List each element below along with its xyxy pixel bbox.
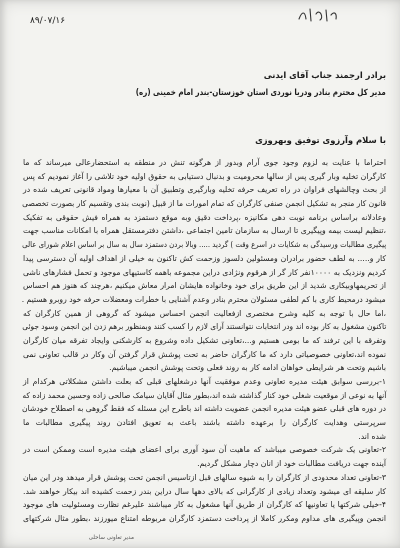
text-line-content: وعادلانه براساس برنامه نوبت دهی مکانیزه ،پرداخت دقیق وبه موقع دستمزد به همراه فیش حقوقی به تفکیک: [23, 212, 386, 222]
text-line: [22, 320, 386, 334]
text-line-content: سرپرستی وهدایت کارگران را برعهده داشته باشند باعث به تعویق افتادن روند پیگیری مطالبات ما: [23, 418, 386, 428]
text-line-content: ۱-بررسی سوابق هیئت مدیره تعاونی وعدم موفقیت آنها درشغلهای قبلی که بعلت داشتن مشکلاتی هرکدام از: [23, 377, 386, 386]
text-line-content: پیگیری مطالبات ورسیدگی به شکایات در اسرع وقت ) گردید ..... وبالا بردن دستمزد سال به سال بر اساس اعلام شورای عالی: [22, 240, 386, 250]
letter-date-text: ۸۹/۰۷/۱۶: [30, 16, 66, 26]
text-line: [22, 443, 386, 457]
text-line: [22, 238, 386, 252]
text-line-content: وتفرقه با این ترفند که ما بومی هستیم و...،تعاونی تشکیل داده وشروع به کارشکنی وایجاد تفرقه میان کارگران: [23, 335, 386, 345]
footer-note: [44, 533, 134, 543]
greeting-text: با سلام وآرزوی توفیق وبهروزی: [255, 135, 386, 145]
text-line: [22, 266, 386, 280]
text-line: [22, 402, 386, 416]
text-line-content: ۳-تعاونی تعداد محدودی از کارگران را به شیوه سالهای قبل ازتاسیس انجمن تحت پوشش قرار میدهد ودر این میان: [23, 472, 386, 482]
text-line-content: میشود درمحیط کاری با کم لطفی مسئولان محترم بنادر وعدم آشنایی با خطرات ومعضلات حرفه خود روبرو هستیم .: [22, 294, 386, 304]
recipient-salutation: [136, 68, 386, 82]
text-line: [22, 471, 386, 485]
text-line-content: تاکنون مشغول به کار بوده اند ودر انتخابات نتوانستند آرای لازم را کسب کنند وبمنظور برهم زدن این انجمن وسود جوئی: [22, 322, 386, 332]
text-line: [22, 252, 386, 266]
text-line-content: باشیم وتحت هر شرایطی خواهان ادامه کار به روند فعلی وتحت پوشش انجمن میباشیم.: [109, 363, 386, 373]
paragraph-cooperative: [22, 307, 386, 375]
letter-date: [30, 15, 100, 28]
text-line-content: آنها به نوعی از موقعیت شغلی خود کنار گذاشته شده اند،بطور مثال آقایان سیامک صالحی زاده وحسین محمد زاده که: [22, 390, 386, 400]
text-line: [22, 485, 386, 499]
numbered-item-4: [22, 498, 386, 525]
text-line: [22, 430, 386, 444]
text-line: [22, 183, 386, 197]
text-line-content: در دوره های قبلی عضو هیئت مدیره انجمن عضویت داشته اند باطرح این مسئله که فقط گروهی به اصطلاح خودشان: [22, 404, 386, 414]
text-line-content: قانون کار منجر به تشکیل انجمن صنفی کارگران که تمام امورات ما از قبیل (نوبت بندی وتقسیم کار بصورت تخصصی: [22, 199, 386, 209]
letter-body: [22, 156, 386, 526]
text-line: [22, 348, 386, 362]
numbered-item-2: [22, 443, 386, 470]
text-line: [22, 224, 386, 238]
text-line: [22, 361, 386, 375]
numbered-item-1: [22, 375, 386, 443]
text-line-content: ،تنظیم لیست بیمه وپیگیری تا ارسال به سازمان تامین اجتماعی ،داشتن دفترمستقل همراه با امکانات مناسب جهت: [23, 226, 386, 236]
text-line: [22, 211, 386, 225]
text-line-content: احتراما با عنایت به لزوم وجود جوی آرام وبدور از هرگونه تنش در منطقه به استحضارعالی میرساند که ما: [23, 158, 386, 167]
text-line: [22, 375, 386, 389]
text-line-content: از بحث وچالشهای فراوان در راه تعریف حرفه تخلیه وبارگیری وتطبیق آن با معیارها ومواد قانونی تعریف شده در: [23, 185, 386, 195]
text-line: [22, 389, 386, 403]
text-line: [22, 170, 386, 184]
text-line-content: آینده جهت دریافت مطالبات خود از انان دچار مشکل گردیم.: [197, 459, 386, 469]
footer-note-text: مدیر تعاونی ساحلی: [88, 535, 134, 541]
text-line-content: از تحریمهاوبیکاری شدید از این طریق برای خود وخانواده هایشان امرار معاش میکنیم ،هرچند که هنوز هم احساس: [23, 281, 386, 291]
text-line: [22, 279, 386, 293]
paragraph-intro: [22, 156, 386, 307]
text-line: [22, 307, 386, 321]
text-line: [22, 512, 386, 526]
numbered-item-3: [22, 471, 386, 498]
text-line-content: شده اند.: [358, 431, 386, 441]
handwritten-annotation: [296, 5, 340, 25]
recipient-title: [136, 85, 386, 99]
text-line: [22, 457, 386, 471]
text-line-content: کردیم ونزدیک به ۱۰۰۰۰نفر کار گر از هرقوم ونژادی دراین مجموعه باهمه کاستیهای موجود و تحمل فشارهای ناشی: [23, 267, 386, 277]
greeting: [136, 133, 386, 147]
text-line: [22, 498, 386, 512]
recipient-salutation-text: برادر ارجمند جناب آقای ایدنی: [263, 70, 386, 80]
text-line-content: کار و..... به لطف حضور برادران ومسئولین دلسوز وزحمت کش تاکنون به خیلی از اهداف اولیه آن دسترسی پیدا: [23, 253, 386, 263]
text-line-content: نموده اند،تعاونی خصوصیاتی دارد که ما کارگران حاضر به تحت پوشش قرار گرفتن آن وکار در قالب تعاونی نمی: [23, 349, 386, 359]
text-line-content: کارگران تخلیه وبار گیری پس از سالها محرومیت و بدنبال دستیابی به حقوق اولیه خود تلاشی را آغاز نمودیم که پس: [23, 171, 386, 181]
text-line: [22, 156, 386, 170]
text-line-content: کار سلیقه ای میشود وتعداد زیادی از کارگرانی که بالای دهها سال دراین بندر زحمت کشیده اند بیکار خواهند شد.: [23, 486, 386, 496]
text-line-content: ،اما حال با توجه به کلیه وشرح مختصری ازفعالیت انجمن احساس میشود که گروهی از همین کارگران که: [23, 308, 386, 318]
text-line: [22, 416, 386, 430]
text-line: [22, 334, 386, 348]
text-line-content: ۴-خیلی شرکتها یا تعاونیها که کارگران از طریق آنها مشغول به کار میباشند علیرغم نظارت ومسئولیت های موجود: [23, 500, 386, 510]
recipient-title-text: مدیر کل محترم بنادر ودریا نوردی استان خوزستان-بندر امام خمینی (ره): [136, 87, 386, 97]
text-line: [22, 197, 386, 211]
text-line: [22, 293, 386, 307]
text-line-content: ۲-تعاونی یک شرکت خصوصی میباشد که ماهیت آن سود آوری برای اعضای هیئت مدیره است وممکن است در: [23, 445, 386, 455]
text-line-content: انجمن وپیگیری های مداوم ومکرر کاملا از پرداخت دستمزد کارگران مربوطه امتناع میورزند ،بطور مثال شرکتهای: [23, 513, 386, 523]
